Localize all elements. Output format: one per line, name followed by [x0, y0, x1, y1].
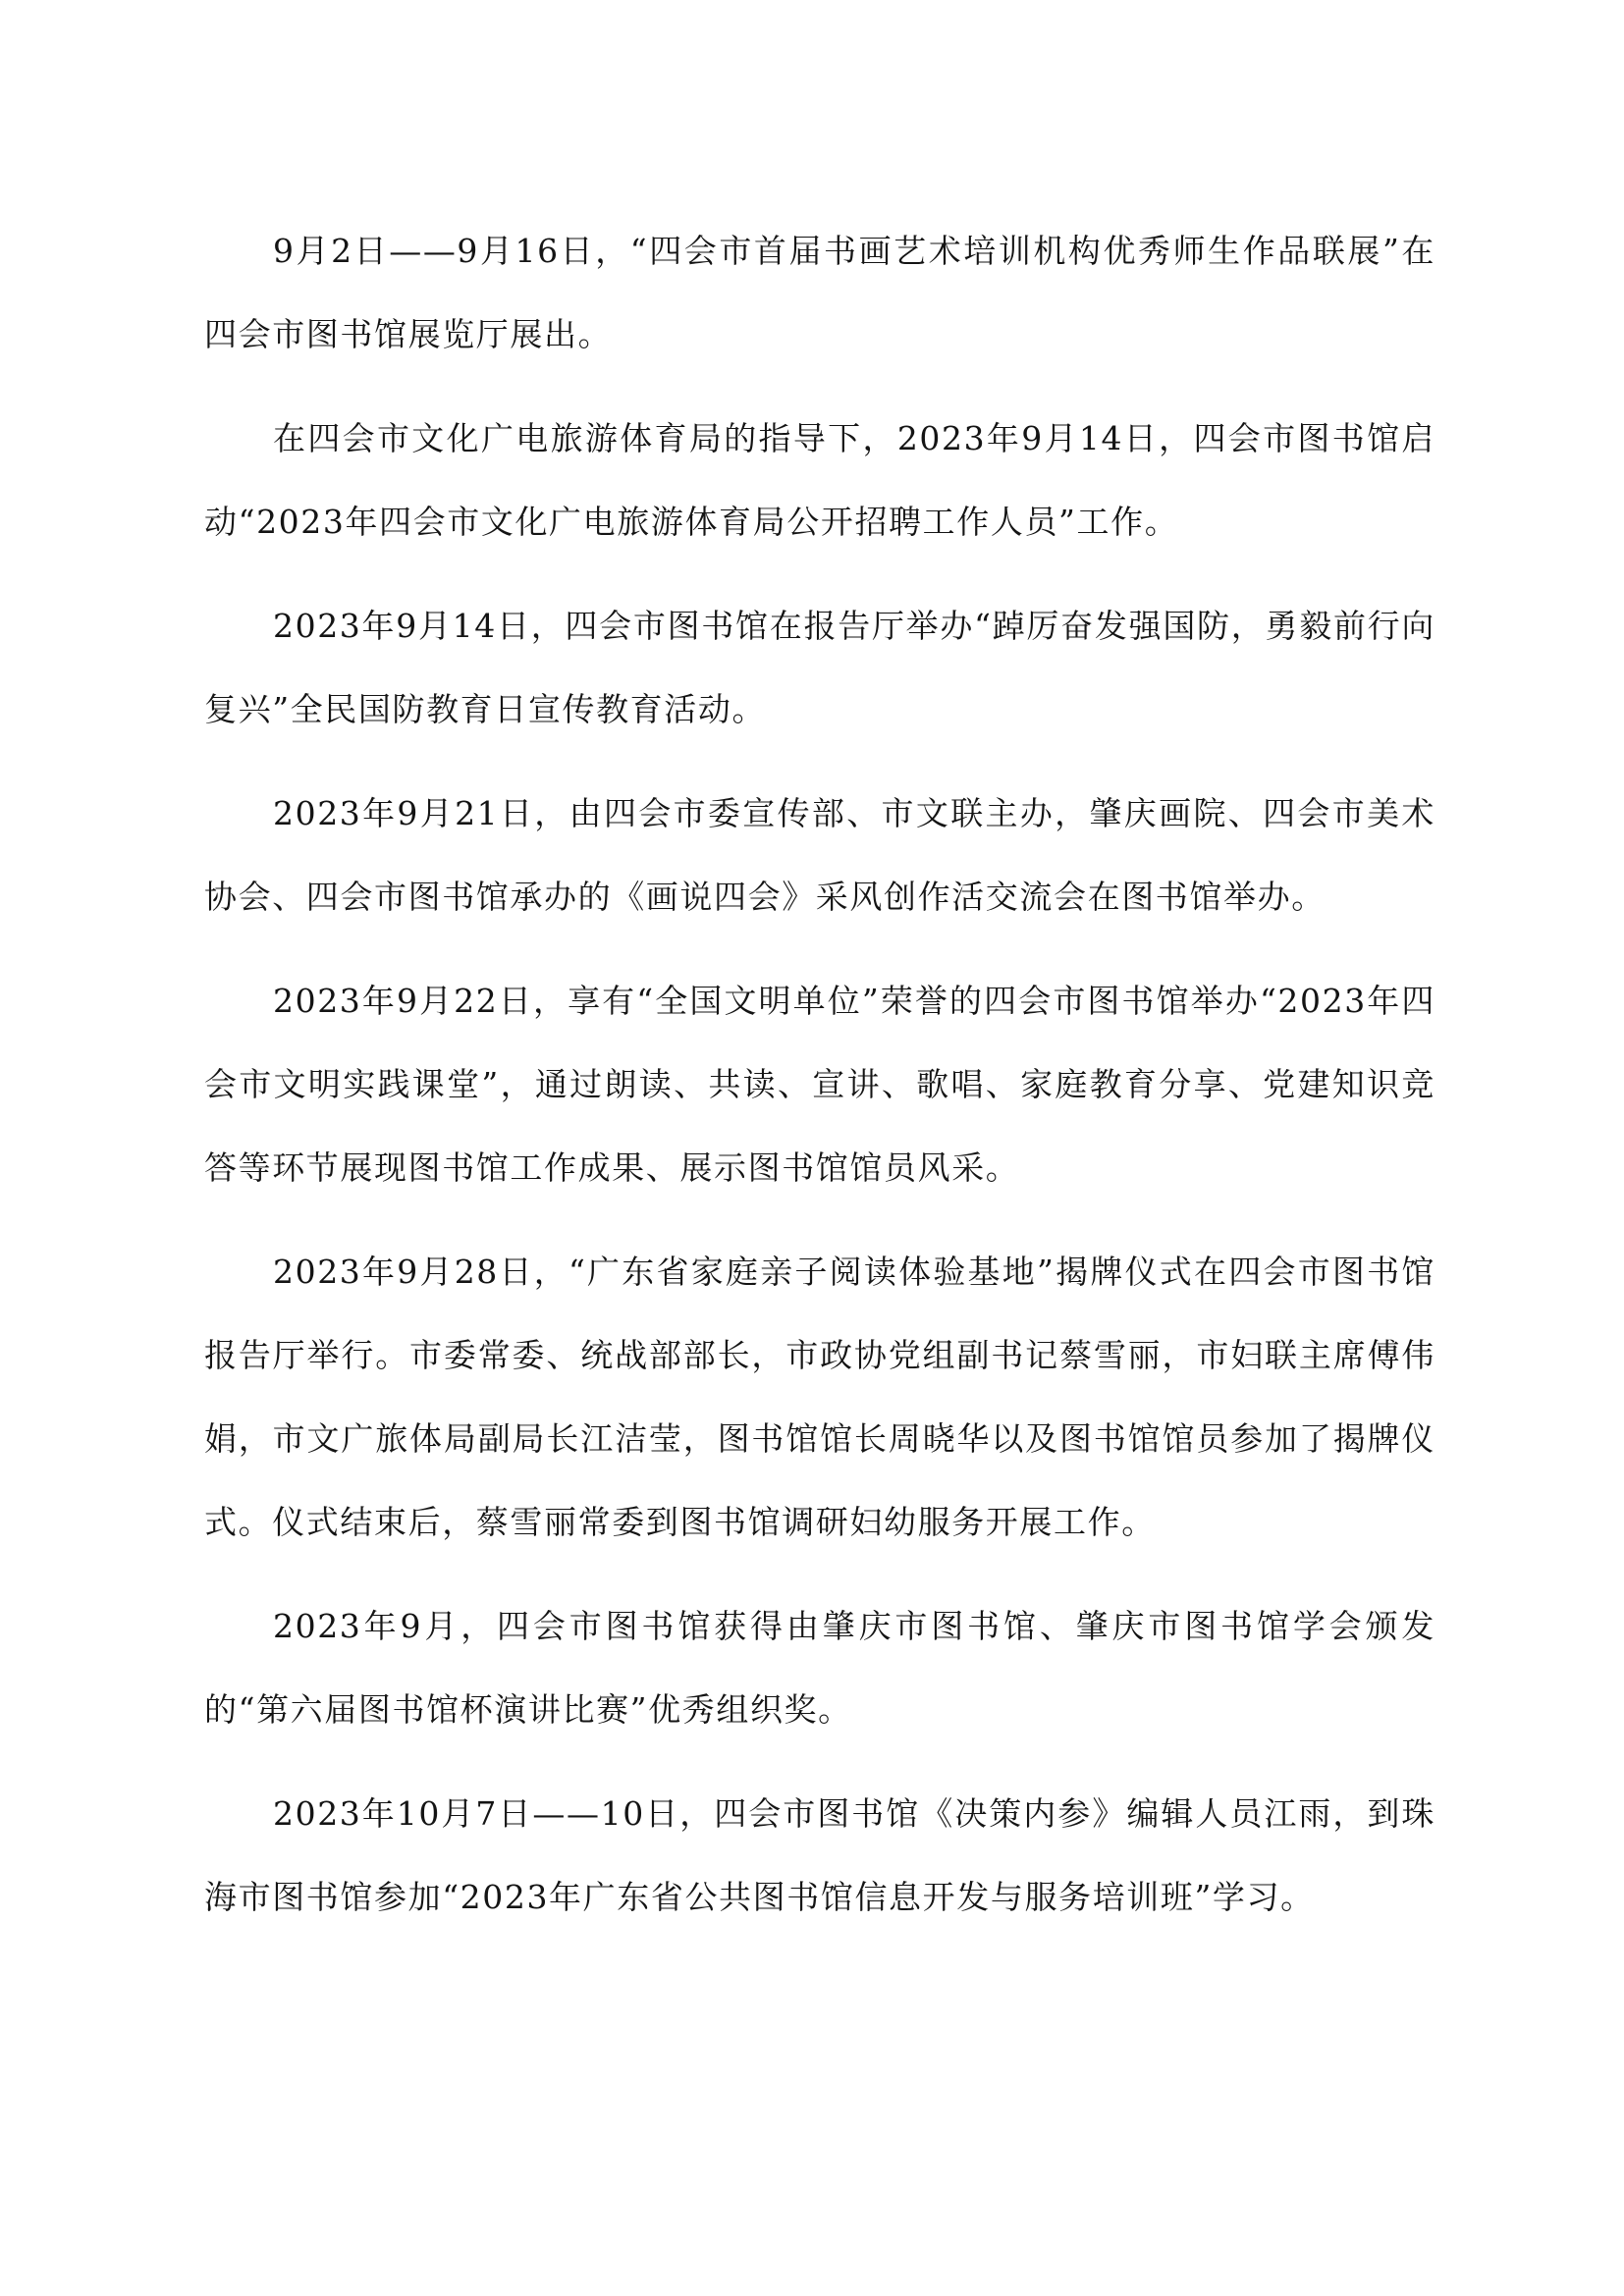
document-body — [204, 209, 1435, 1959]
paragraph-civilization-class: 2023年9月22日，享有“全国文明单位”荣誉的四会市图书馆举办“2023年四会市文明实践课堂”，通过朗读、共读、宣讲、歌唱、家庭教育分享、党建知识竞答等环节展现图书馆工作成果、展示图书馆馆员风采。 — [204, 982, 1435, 1187]
paragraph-speech-award: 2023年9月，四会市图书馆获得由肇庆市图书馆、肇庆市图书馆学会颁发的“第六届图书馆杯演讲比赛”优秀组织奖。 — [204, 1607, 1435, 1729]
paragraph-defense-education: 2023年9月14日，四会市图书馆在报告厅举办“踔厉奋发强国防，勇毅前行向复兴”全民国防教育日宣传教育活动。 — [204, 607, 1435, 728]
paragraph-exhibition: 9月2日——9月16日，“四会市首届书画艺术培训机构优秀师生作品联展”在四会市图书馆展览厅展出。 — [204, 232, 1435, 353]
paragraph-recruitment: 在四会市文化广电旅游体育局的指导下，2023年9月14日，四会市图书馆启动“2023年四会市文化广电旅游体育局公开招聘工作人员”工作。 — [204, 419, 1435, 541]
paragraph-reading-base: 2023年9月28日，“广东省家庭亲子阅读体验基地”揭牌仪式在四会市图书馆报告厅举行。市委常委、统战部部长，市政协党组副书记蔡雪丽，市妇联主席傅伟娟，市文广旅体局副局长江洁莹，图书馆馆长周晓华以及图书馆馆员参加了揭牌仪式。仪式结束后，蔡雪丽常委到图书馆调研妇幼服务开展工作。 — [204, 1253, 1435, 1541]
paragraph-painting-exchange: 2023年9月21日，由四会市委宣传部、市文联主办，肇庆画院、四会市美术协会、四会市图书馆承办的《画说四会》采风创作活交流会在图书馆举办。 — [204, 794, 1435, 916]
paragraph-training: 2023年10月7日——10日，四会市图书馆《决策内参》编辑人员江雨，到珠海市图书馆参加“2023年广东省公共图书馆信息开发与服务培训班”学习。 — [204, 1794, 1435, 1916]
